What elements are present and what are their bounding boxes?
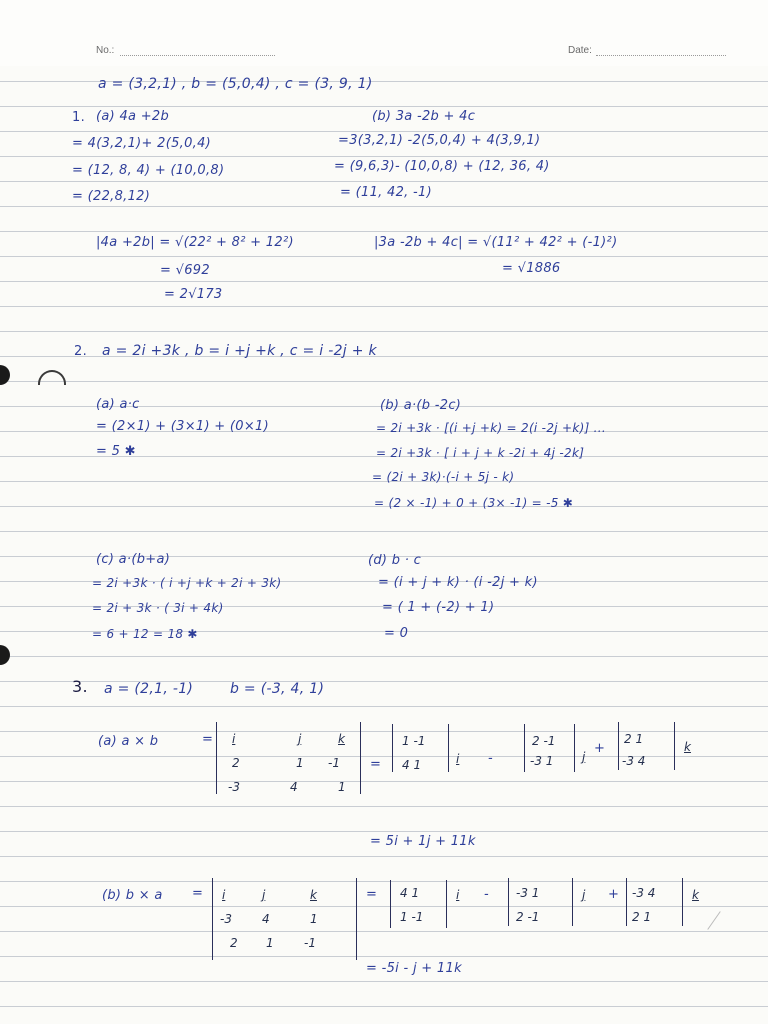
q2d-line: = 0	[384, 626, 409, 641]
q1b-line: =3(3,2,1) -2(5,0,4) + 4(3,9,1)	[338, 133, 541, 148]
q1b-line: = (9,6,3)- (10,0,8) + (12, 36, 4)	[334, 159, 550, 174]
det-cell: 2	[230, 936, 238, 950]
equals-sign: =	[202, 732, 214, 747]
minor-row: 1 -1	[402, 734, 426, 748]
q1a-line: = 4(3,2,1)+ 2(5,0,4)	[72, 136, 212, 151]
unit-vector: j	[582, 888, 586, 902]
q3-number: 3.	[72, 677, 88, 696]
pen-mark	[707, 911, 720, 930]
minor-row: 2 1	[632, 910, 652, 924]
operator: +	[608, 887, 620, 902]
minor-row: -3 1	[530, 754, 554, 768]
det-bar	[448, 724, 449, 772]
det-cell: k	[310, 888, 317, 902]
unit-vector: k	[692, 888, 699, 902]
det-cell: 1	[296, 756, 304, 770]
no-field	[120, 55, 275, 56]
punch-hole	[0, 365, 10, 385]
det-cell: -1	[304, 936, 316, 950]
q1b-magnitude: |3a -2b + 4c| = √(11² + 42² + (-1)²)	[374, 235, 618, 250]
equals-sign: =	[366, 887, 378, 902]
det-cell: 4	[290, 780, 298, 794]
q1a-label: (a) 4a +2b	[96, 109, 170, 124]
det-cell: j	[262, 888, 266, 902]
minor-row: 2 -1	[532, 734, 556, 748]
det-bar	[572, 878, 573, 926]
q2b-line: = 2i +3k · [(i +j +k) = 2(i -2j +k)] ...	[376, 421, 607, 435]
q1b-magnitude: = √1886	[502, 261, 561, 276]
det-cell: 4	[262, 912, 270, 926]
q2d-line: = ( 1 + (-2) + 1)	[382, 600, 495, 615]
q1a-magnitude: = 2√173	[164, 287, 223, 302]
det-bar	[524, 724, 525, 772]
unit-vector: i	[456, 888, 460, 902]
det-cell: 1	[338, 780, 346, 794]
minor-row: 1 -1	[400, 910, 424, 924]
det-bar	[618, 722, 619, 770]
operator: -	[488, 751, 493, 766]
det-bar	[360, 722, 361, 794]
minor-row: -3 4	[622, 754, 646, 768]
q2c-line: = 2i +3k · ( i +j +k + 2i + 3k)	[92, 576, 282, 590]
q2a-line: = (2×1) + (3×1) + (0×1)	[96, 419, 269, 434]
unit-vector: k	[684, 740, 691, 754]
det-cell: k	[338, 732, 345, 746]
equals-sign: =	[192, 886, 204, 901]
det-bar	[392, 724, 393, 772]
minor-row: 4 1	[400, 886, 420, 900]
det-bar	[356, 878, 357, 960]
minor-row: 4 1	[402, 758, 422, 772]
q3a-label: (a) a × b	[98, 734, 159, 749]
det-cell: j	[298, 732, 302, 746]
operator: -	[484, 887, 489, 902]
q2a-label: (a) a·c	[96, 397, 140, 412]
det-bar	[216, 722, 217, 794]
det-cell: 1	[266, 936, 274, 950]
det-bar	[446, 880, 447, 928]
q2c-line: = 6 + 12 = 18 ✱	[92, 627, 198, 641]
det-bar	[674, 722, 675, 770]
det-cell: i	[232, 732, 236, 746]
q2b-line: = (2 × -1) + 0 + (3× -1) = -5 ✱	[374, 496, 574, 510]
q1b-line: = (11, 42, -1)	[340, 185, 432, 200]
q2c-line: = 2i + 3k · ( 3i + 4k)	[92, 601, 224, 615]
q2d-label: (d) b · c	[368, 553, 422, 568]
q1a-line: = (22,8,12)	[72, 189, 151, 204]
q2b-label: (b) a·(b -2c)	[380, 398, 462, 413]
unit-vector: i	[456, 752, 460, 766]
q3-given-b: b = (-3, 4, 1)	[230, 681, 325, 697]
det-bar	[212, 878, 213, 960]
q2-given: a = 2i +3k , b = i +j +k , c = i -2j + k	[102, 343, 377, 359]
det-bar	[682, 878, 683, 926]
det-cell: 1	[310, 912, 318, 926]
det-bar	[390, 880, 391, 928]
punch-hole	[0, 645, 10, 665]
q2a-line: = 5 ✱	[96, 444, 136, 459]
q3b-label: (b) b × a	[102, 888, 163, 903]
det-bar	[574, 724, 575, 772]
date-field	[596, 55, 726, 56]
q3-given-a: a = (2,1, -1)	[104, 681, 194, 697]
equals-sign: =	[370, 757, 382, 772]
minor-row: -3 4	[632, 886, 656, 900]
det-bar	[508, 878, 509, 926]
given-vectors: a = (3,2,1) , b = (5,0,4) , c = (3, 9, 1)	[98, 76, 373, 92]
det-cell: -1	[328, 756, 340, 770]
det-bar	[626, 878, 627, 926]
det-cell: i	[222, 888, 226, 902]
q2b-line: = (2i + 3k)·(-i + 5j - k)	[372, 470, 515, 484]
q2b-line: = 2i +3k · [ i + j + k -2i + 4j -2k]	[376, 446, 585, 460]
q1-number: 1.	[72, 110, 86, 125]
unit-vector: j	[582, 750, 586, 764]
minor-row: 2 1	[624, 732, 644, 746]
q3a-result: = 5i + 1j + 11k	[370, 834, 476, 849]
q2-number: 2.	[74, 344, 88, 359]
det-cell: -3	[220, 912, 232, 926]
q1b-label: (b) 3a -2b + 4c	[372, 109, 476, 124]
ring-mark	[38, 370, 66, 385]
no-label: No.:	[96, 45, 115, 56]
q1a-magnitude: = √692	[160, 263, 210, 278]
minor-row: -3 1	[516, 886, 540, 900]
q1a-magnitude: |4a +2b| = √(22² + 8² + 12²)	[96, 235, 294, 250]
q3b-result: = -5i - j + 11k	[366, 961, 462, 976]
q2d-line: = (i + j + k) · (i -2j + k)	[378, 575, 538, 590]
q1a-line: = (12, 8, 4) + (10,0,8)	[72, 163, 225, 178]
q2c-label: (c) a·(b+a)	[96, 552, 171, 567]
det-cell: 2	[232, 756, 240, 770]
det-cell: -3	[228, 780, 240, 794]
operator: +	[594, 741, 606, 756]
date-label: Date:	[568, 45, 592, 56]
minor-row: 2 -1	[516, 910, 540, 924]
page-header	[0, 0, 768, 66]
